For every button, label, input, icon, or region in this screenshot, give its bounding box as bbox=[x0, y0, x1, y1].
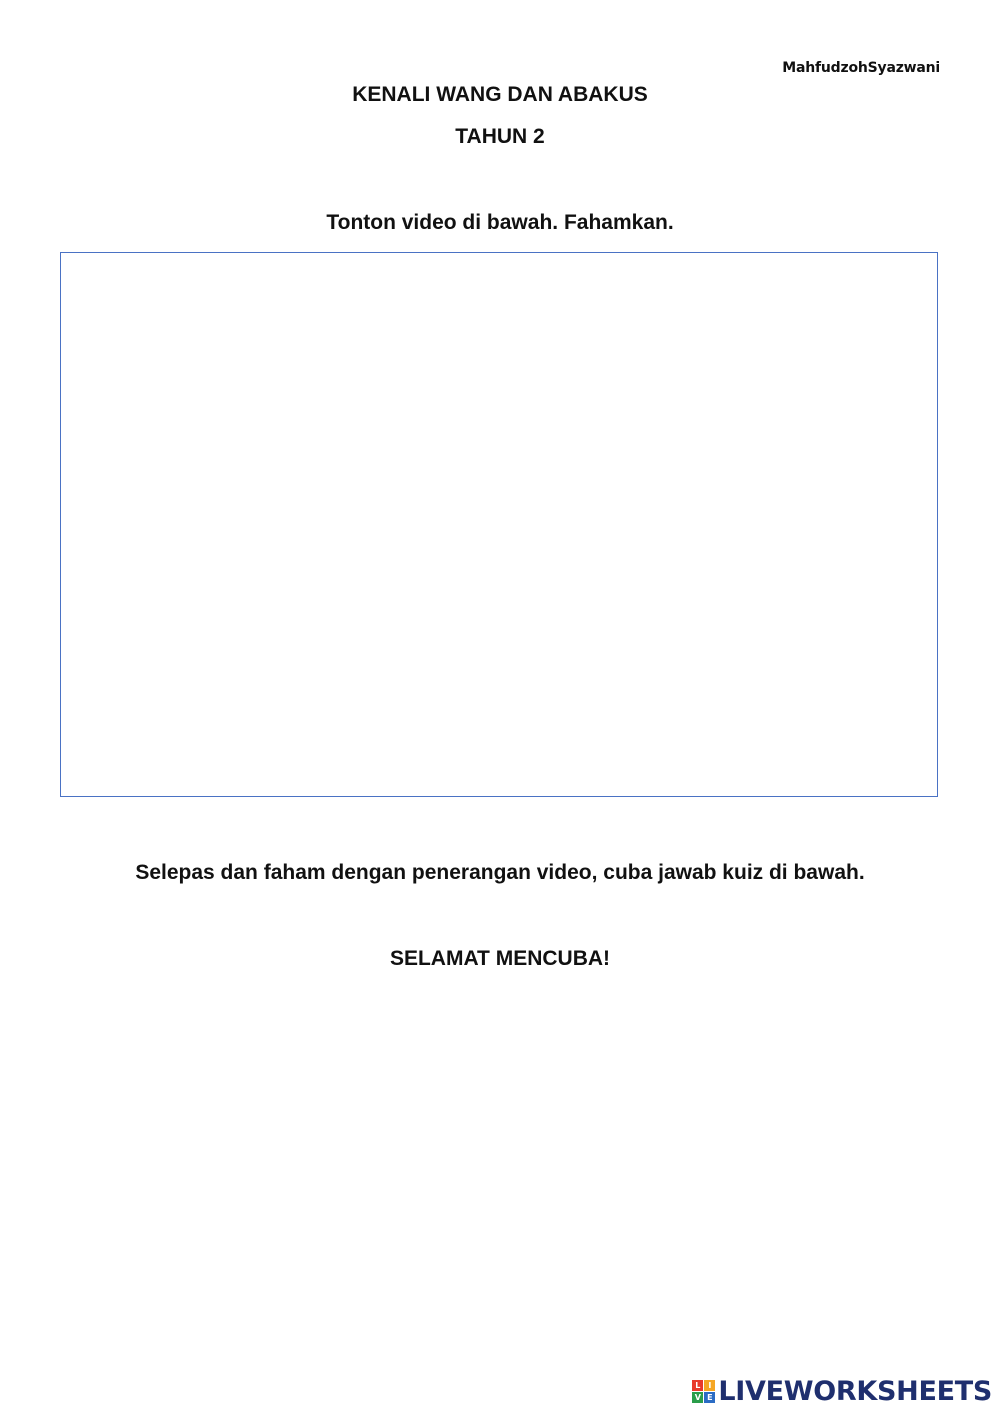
logo-letter-v: V bbox=[692, 1392, 703, 1403]
closing-message: SELAMAT MENCUBA! bbox=[389, 947, 611, 970]
liveworksheets-brand[interactable] bbox=[692, 1376, 992, 1407]
video-embed-frame[interactable] bbox=[60, 252, 938, 797]
logo-letter-l: L bbox=[692, 1380, 703, 1391]
brand-name: LIVEWORKSHEETS bbox=[718, 1376, 992, 1407]
logo-letter-e: E bbox=[704, 1392, 715, 1403]
quiz-instruction: Selepas dan faham dengan penerangan video, cuba jawab kuiz di bawah. bbox=[135, 861, 865, 884]
author-name: MahfudzohSyazwani bbox=[782, 60, 940, 76]
video-instruction: Tonton video di bawah. Fahamkan. bbox=[326, 211, 674, 234]
worksheet-title: KENALI WANG DAN ABAKUS bbox=[352, 83, 648, 106]
liveworksheets-logo-icon bbox=[692, 1380, 715, 1403]
worksheet-subtitle: TAHUN 2 bbox=[455, 125, 545, 148]
logo-letter-i: I bbox=[704, 1380, 715, 1391]
